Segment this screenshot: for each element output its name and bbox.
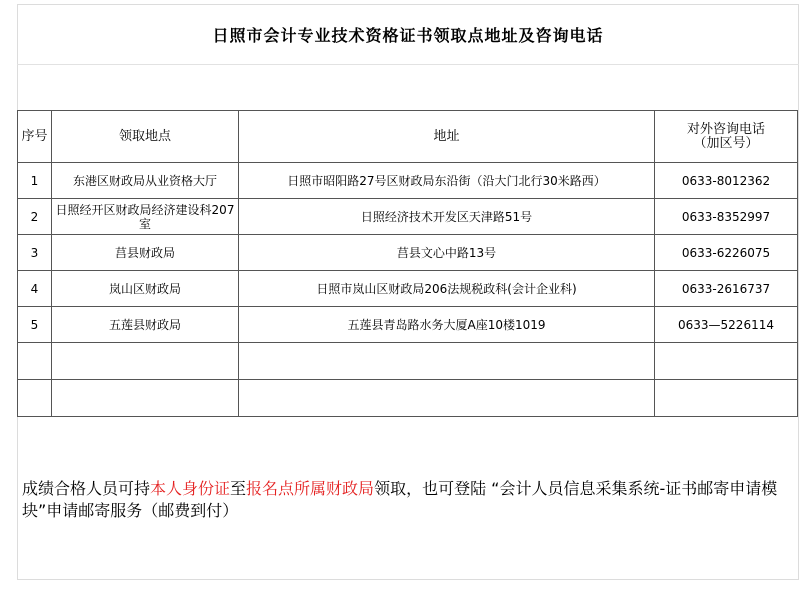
note-text-3: 领取，也可登陆 “会计人员信息采集系统-证书邮寄申请模块”申请邮寄服务（邮费到付） <box>22 479 778 520</box>
table-row-empty <box>18 380 798 417</box>
table-row <box>18 307 798 343</box>
certificate-pickup-table <box>17 110 798 417</box>
cell-seq: 2 <box>18 199 52 235</box>
cell-phone: 0633-2616737 <box>655 271 798 307</box>
note-text-1: 成绩合格人员可持 <box>22 479 151 498</box>
cell-phone: 0633-8012362 <box>655 163 798 199</box>
cell-address: 五莲县青岛路水务大厦A座10楼1019 <box>239 307 655 343</box>
table-row <box>18 163 798 199</box>
divider-line <box>17 64 799 65</box>
table-row <box>18 271 798 307</box>
cell-seq: 4 <box>18 271 52 307</box>
cell-phone: 0633-6226075 <box>655 235 798 271</box>
note-text-2: 至 <box>230 479 247 498</box>
cell-place: 五莲县财政局 <box>52 307 239 343</box>
header-place: 领取地点 <box>52 111 239 163</box>
cell-place: 莒县财政局 <box>52 235 239 271</box>
header-seq: 序号 <box>18 111 52 163</box>
header-phone-line1: 对外咨询电话 <box>686 121 765 137</box>
cell-address: 日照市岚山区财政局206法规税政科(会计企业科) <box>239 271 655 307</box>
table-row-empty <box>18 343 798 380</box>
note-highlight-id-card: 本人身份证 <box>150 479 231 498</box>
cell-address: 日照经济技术开发区天津路51号 <box>239 199 655 235</box>
cell-seq: 3 <box>18 235 52 271</box>
note-highlight-finance-bureau: 报名点所属财政局 <box>246 479 375 498</box>
table-header-row <box>18 111 798 163</box>
header-address: 地址 <box>239 111 655 163</box>
cell-seq: 5 <box>18 307 52 343</box>
cell-place: 日照经开区财政局经济建设科207室 <box>52 199 239 235</box>
cell-address: 日照市昭阳路27号区财政局东沿街（沿大门北行30米路西） <box>239 163 655 199</box>
cell-seq: 1 <box>18 163 52 199</box>
page-title: 日照市会计专业技术资格证书领取点地址及咨询电话 <box>212 25 604 45</box>
cell-phone: 0633-8352997 <box>655 199 798 235</box>
cell-address: 莒县文心中路13号 <box>239 235 655 271</box>
cell-place: 岚山区财政局 <box>52 271 239 307</box>
cell-place: 东港区财政局从业资格大厅 <box>52 163 239 199</box>
table-row <box>18 235 798 271</box>
pickup-note <box>22 478 797 522</box>
table-row <box>18 199 798 235</box>
cell-phone: 0633—5226114 <box>655 307 798 343</box>
header-phone <box>655 111 798 163</box>
header-phone-line2: （加区号） <box>693 135 759 151</box>
